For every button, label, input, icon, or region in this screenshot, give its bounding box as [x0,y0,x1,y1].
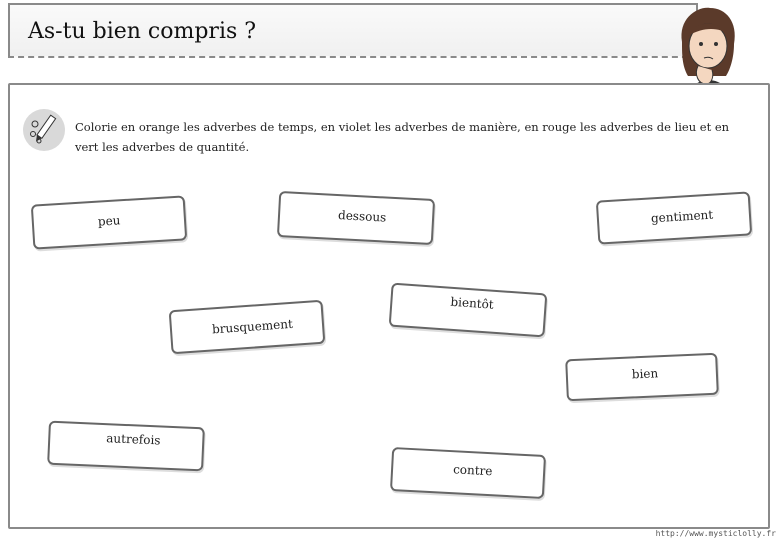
word-label: brusquement [211,316,294,337]
word-label: dessous [337,208,387,225]
word-label: autrefois [106,431,161,448]
word-label: bien [631,366,659,382]
word-card-bien[interactable] [565,353,719,402]
word-label: peu [97,213,121,229]
word-label: contre [452,462,493,479]
pencil-icon [22,108,66,152]
exercise-instruction: Colorie en orange les adverbes de temps, en violet les adverbes de manière, en rouge les adverbes de lieu et en vert les adverbes de quantité. [75,120,730,154]
word-card-peu[interactable] [31,195,187,249]
word-card-dessous[interactable] [277,191,435,245]
page-title: As-tu bien compris ? [28,19,257,44]
title-banner [8,3,698,58]
word-card-gentiment[interactable] [596,191,752,244]
word-label: bientôt [450,294,495,312]
word-card-contre[interactable] [390,447,546,499]
word-card-autrefois[interactable] [47,421,205,472]
word-label: gentiment [650,207,714,226]
footer-url: http://www.mysticlolly.fr [655,529,776,538]
